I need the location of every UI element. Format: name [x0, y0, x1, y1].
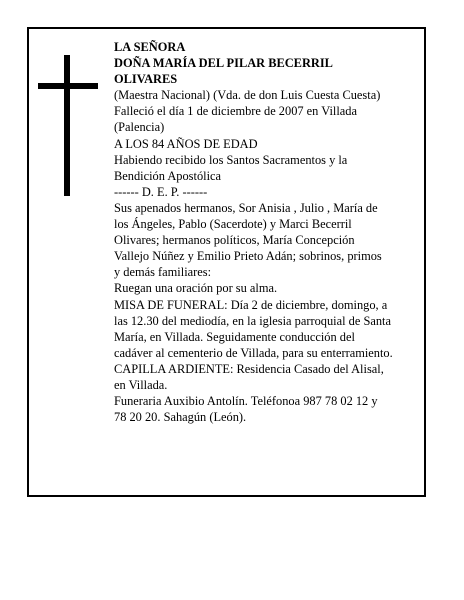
text-line: en Villada.	[114, 377, 168, 392]
cross-icon	[64, 55, 70, 196]
obituary-text	[114, 39, 424, 425]
text-line: CAPILLA ARDIENTE: Residencia Casado del Alisal,	[114, 361, 384, 376]
text-line: y demás familiares:	[114, 265, 212, 280]
text-line: Sus apenados hermanos, Sor Anisia , Julio , María de	[114, 200, 378, 215]
text-line: Olivares; hermanos políticos, María Concepción	[114, 233, 355, 248]
heading-line: LA SEÑORA	[114, 40, 186, 54]
cross-icon-bar	[38, 83, 98, 89]
text-line: (Palencia)	[114, 120, 165, 135]
text-line: ------ D. E. P. ------	[114, 184, 208, 199]
heading-line: DOÑA MARÍA DEL PILAR BECERRIL	[114, 56, 333, 71]
text-line: 78 20 20. Sahagún (León).	[114, 410, 247, 425]
text-line: (Maestra Nacional) (Vda. de don Luis Cuesta Cuesta)	[114, 88, 381, 103]
text-line: Ruegan una oración por su alma.	[114, 281, 278, 296]
text-line: Bendición Apostólica	[114, 168, 222, 183]
text-line: María, en Villada. Seguidamente conducción del	[114, 329, 355, 344]
text-line: los Ángeles, Pablo (Sacerdote) y Marci Becerril	[114, 217, 352, 232]
heading-line: OLIVARES	[114, 72, 178, 87]
text-line: Falleció el día 1 de diciembre de 2007 en Villada	[114, 104, 357, 119]
text-line: cadáver al cementerio de Villada, para su enterramiento.	[114, 345, 393, 360]
text-line: A LOS 84 AÑOS DE EDAD	[114, 136, 258, 151]
text-line: MISA DE FUNERAL: Día 2 de diciembre, domingo, a	[114, 297, 388, 312]
text-line: Vallejo Núñez y Emilio Prieto Adán; sobrinos, primos	[114, 249, 382, 264]
text-line: Funeraria Auxibio Antolín. Teléfonoa 987 78 02 12 y	[114, 394, 378, 409]
text-line: las 12.30 del mediodía, en la iglesia parroquial de Santa	[114, 313, 391, 328]
text-line: Habiendo recibido los Santos Sacramentos y la	[114, 152, 348, 167]
